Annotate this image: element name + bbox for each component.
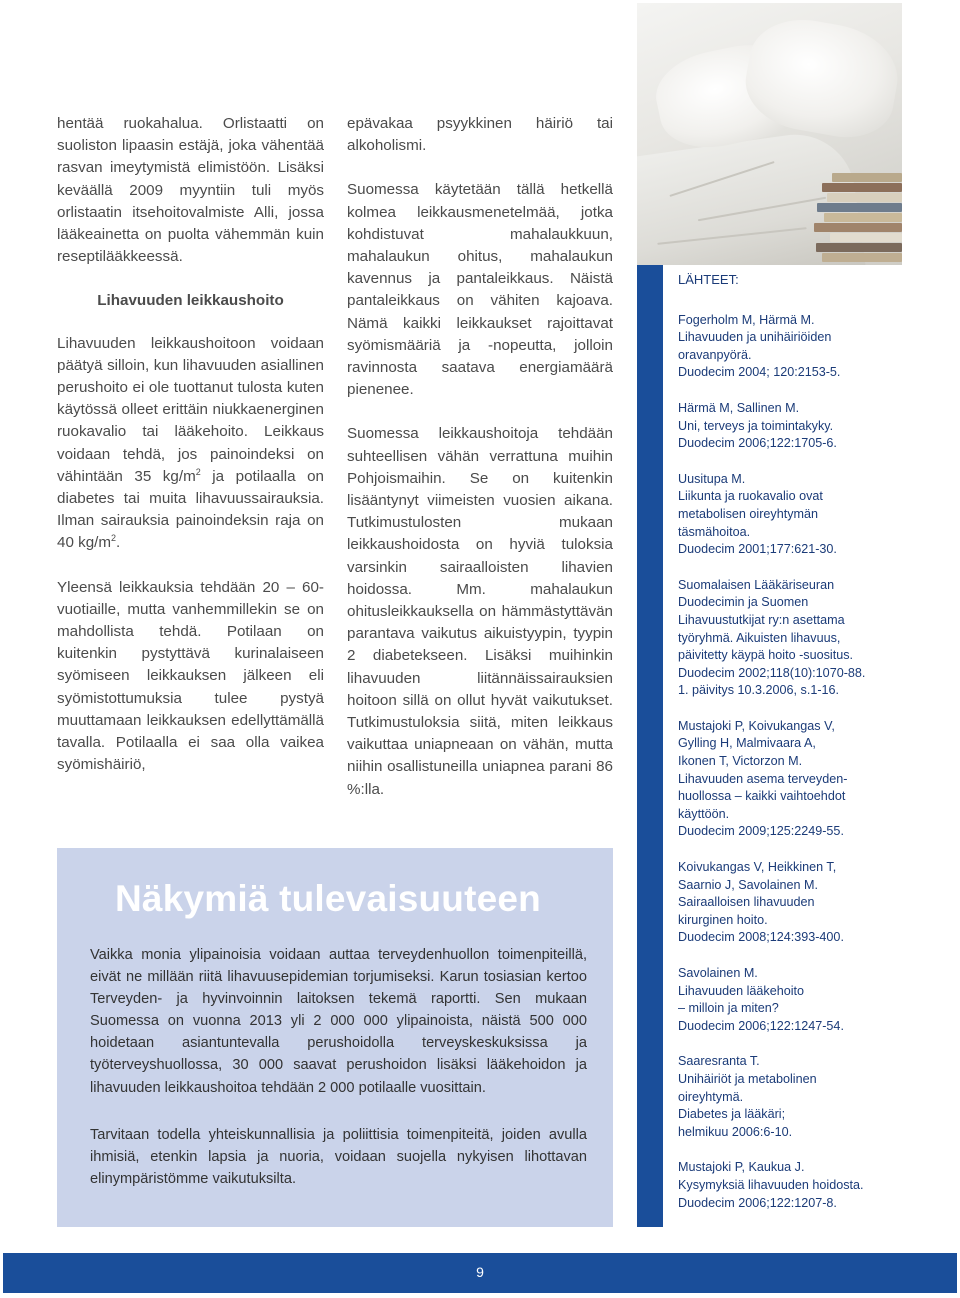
reference-line: huollossa – kaikki vaihtoehdot — [678, 789, 846, 804]
surgery-paragraph-1 — [57, 333, 324, 555]
photo-book — [832, 173, 902, 182]
text-column-left — [57, 113, 324, 798]
reference-entry — [678, 400, 898, 453]
reference-line: Härmä M, Sallinen M. — [678, 400, 800, 415]
reference-line: Lihavuustutkijat ry:n asettama — [678, 612, 845, 627]
reference-entry — [678, 718, 898, 841]
reference-line: Mustajoki P, Koivukangas V, — [678, 718, 835, 733]
reference-line: Lihavuuden lääkehoito — [678, 983, 805, 998]
reference-line: Kysymyksiä lihavuuden hoidosta. — [678, 1177, 864, 1192]
reference-line: Suomalaisen Lääkäriseuran — [678, 577, 835, 592]
photo-books — [812, 153, 902, 265]
reference-entry — [678, 859, 898, 947]
reference-line: Duodecim 2006;122:1705-6. — [678, 436, 837, 451]
photo-book — [824, 213, 902, 222]
reference-line: metabolisen oireyhtymän — [678, 506, 819, 521]
reference-line: Fogerholm M, Härmä M. — [678, 312, 815, 327]
photo-book — [830, 233, 902, 242]
reference-line: Duodecim 2004; 120:2153-5. — [678, 365, 841, 380]
reference-entry — [678, 577, 898, 700]
reference-line: Duodecimin ja Suomen — [678, 595, 809, 610]
page-footer — [3, 1253, 957, 1293]
reference-line: Saarnio J, Savolainen M. — [678, 877, 819, 892]
reference-entry — [678, 471, 898, 559]
surgery-text-b: ja potilaalla on diabetes tai muita lihavuussairauksia. Ilman sairauksia painoindeksin raja on 40 kg/m — [57, 467, 324, 552]
future-outlook-title: Näkymiä tulevaisuuteen — [115, 878, 541, 919]
middle-paragraph-1: epävakaa psyykkinen häiriö tai alkoholismi. — [347, 115, 613, 155]
reference-line: täsmähoitoa. — [678, 524, 751, 539]
reference-line: Duodecim 2009;125:2249-55. — [678, 824, 844, 839]
reference-line: Duodecim 2001;177:621-30. — [678, 542, 837, 557]
reference-line: Koivukangas V, Heikkinen T, — [678, 860, 837, 875]
photo-book — [822, 183, 902, 192]
photo-book — [817, 203, 902, 212]
references-list — [678, 271, 898, 1230]
reference-line: Sairaalloisen lihavuuden — [678, 895, 815, 910]
reference-line: Mustajoki P, Kaukua J. — [678, 1160, 805, 1175]
reference-entry — [678, 1159, 898, 1212]
reference-line: – milloin ja miten? — [678, 1001, 779, 1016]
reference-line: oravanpyörä. — [678, 347, 752, 362]
reference-line: Duodecim 2006;122:1247-54. — [678, 1018, 844, 1033]
reference-line: kirurginen hoito. — [678, 912, 768, 927]
references-panel — [663, 265, 902, 1227]
photo-book — [827, 193, 902, 202]
references-title: LÄHTEET: — [678, 272, 739, 287]
text-column-middle — [347, 113, 613, 823]
reference-line: Liikunta ja ruokavalio ovat — [678, 489, 823, 504]
reference-line: Duodecim 2002;118(10):1070-88. — [678, 665, 866, 680]
references-accent-bar — [637, 265, 663, 1227]
references-items — [678, 312, 898, 1213]
reference-line: Diabetes ja lääkäri; — [678, 1107, 786, 1122]
page-number: 9 — [476, 1264, 484, 1280]
future-paragraph-2: Tarvitaan todella yhteiskunnallisia ja poliittisia toimenpiteitä, joiden avulla ihmisiä, etenkin lapsia ja nuoria, voidaan suojella nykyisen lihottavan elinympäristömme vaikutuksilta. — [90, 1127, 587, 1188]
reference-entry — [678, 965, 898, 1035]
photo-book — [814, 223, 902, 232]
photo-book — [822, 253, 902, 262]
reference-line: Ikonen T, Victorzon M. — [678, 754, 803, 769]
bed-photo — [637, 3, 902, 265]
reference-line: 1. päivitys 10.3.2006, s.1-16. — [678, 683, 840, 698]
reference-entry — [678, 1053, 898, 1141]
reference-line: Unihäiriöt ja metabolinen — [678, 1071, 817, 1086]
superscript-2: 2 — [195, 466, 201, 477]
surgery-text-c: . — [116, 534, 121, 552]
future-paragraph-1: Vaikka monia ylipainoisia voidaan auttaa terveydenhuollon toimenpiteillä, eivät ne millään riitä lihavuusepidemian torjumiseksi. Karun tosiasian kertoo Terveyden- ja hyvinvoinnin laitoksen tekemä raportti. Sen mukaan Suomessa on vuonna 2013 yli 2 000 000 ylipainoista, näistä 500 000 hoidetaan asiantuntevalla perushoidolla terveyskeskuksissa ja työterveyshuollossa, 30 000 saavat perushoidon lisäksi lääkehoidon ja lihavuuden leikkaushoitoa tehdään 2 000 potilaalle vuosittain. — [90, 947, 587, 1096]
photo-book — [816, 243, 902, 252]
reference-line: käyttöön. — [678, 806, 730, 821]
reference-line: Savolainen M. — [678, 966, 758, 980]
reference-line: Uusitupa M. — [678, 471, 746, 486]
reference-entry — [678, 312, 898, 382]
intro-paragraph: hentää ruokahalua. Orlistaatti on suoliston lipaasin estäjä, joka vähentää rasvan imeytymistä elimistöön. Lisäksi keväällä 2009 myyntiin tuli myös orlistaatin itsehoitovalmiste Alli, jossa lääkeainetta on puolta vähemmän kuin reseptilääkkeessä. — [57, 115, 324, 266]
surgery-paragraph-2: Yleensä leikkauksia tehdään 20 – 60-vuotiaille, mutta vanhemmillekin se on mahdollista tehdä. Potilaan on kuitenkin pystyttävä kurinalaiseen syömiseen leikkauksen jälkeen eli syömistottumuksia tulee pystyä muuttamaan leikkauksen edellyttämällä tavalla. Potilaalla ei saa olla vaikea syömishäiriö, — [57, 578, 324, 774]
surgery-text-a: Lihavuuden leikkaushoitoon voidaan päätyä silloin, kun lihavuuden asiallinen perushoito ei ole tuottanut tulosta kuten käytössä olleet erittäin niukkaenerginen ruokavalio tai lääkehoito. Leikkaus voidaan tehdä, jos painoindeksi on vähintään 35 kg/m — [57, 334, 324, 485]
reference-line: Gylling H, Malmivaara A, — [678, 736, 816, 751]
reference-line: oireyhtymä. — [678, 1089, 744, 1104]
reference-line: työryhmä. Aikuisten lihavuus, — [678, 630, 841, 645]
reference-line: Lihavuuden asema terveyden- — [678, 771, 848, 786]
middle-paragraph-2: Suomessa käytetään tällä hetkellä kolmea leikkausmenetelmää, jotka kohdistuvat mahalaukkuun, mahalaukun ohitus, mahalaukun kavennus ja pantaleikkaus. Näistä pantaleikkaus on vähiten kajoava. Nämä kaikki leikkaukset rajoittavat syömismääriä ja -nopeutta, jolloin ravinnosta saatava energiamäärä pienenee. — [347, 181, 613, 399]
middle-paragraph-3: Suomessa leikkaushoitoja tehdään suhteellisen vähän verrattuna muihin Pohjoismaihin. Se on kuitenkin lisääntynyt viimeisten vuosien aikana. Tutkimustulosten mukaan leikkaushoidosta on hyviä tuloksia varsinkin sairaalloisten lihavien hoidossa. Mm. mahalaukun ohitusleikkauksella on hämmästyttävän parantava vaikutus aikuistyypin, tyypin 2 diabetekseen. Lisäksi muihinkin lihavuuden liitännäissairauksien hoitoon sillä on ollut hyvät vaikutukset. Tutkimustuloksia siitä, miten leikkaus vaikuttaa uniapneaan on vähän, mutta niihin osallistuneilla uniapnea parani 86 %:lla. — [347, 425, 613, 798]
reference-line: päivitetty käypä hoito -suositus. — [678, 648, 854, 663]
reference-line: Duodecim 2008;124:393-400. — [678, 930, 844, 945]
reference-line: Lihavuuden ja unihäiriöiden — [678, 330, 832, 345]
superscript-2: 2 — [111, 533, 117, 544]
section-heading-surgery: Lihavuuden leikkaushoito — [97, 292, 284, 310]
reference-line: helmikuu 2006:6-10. — [678, 1124, 793, 1139]
reference-line: Duodecim 2006;122:1207-8. — [678, 1195, 837, 1210]
reference-line: Saaresranta T. — [678, 1054, 760, 1069]
reference-line: Uni, terveys ja toimintakyky. — [678, 418, 834, 433]
future-outlook-box — [57, 848, 613, 1227]
